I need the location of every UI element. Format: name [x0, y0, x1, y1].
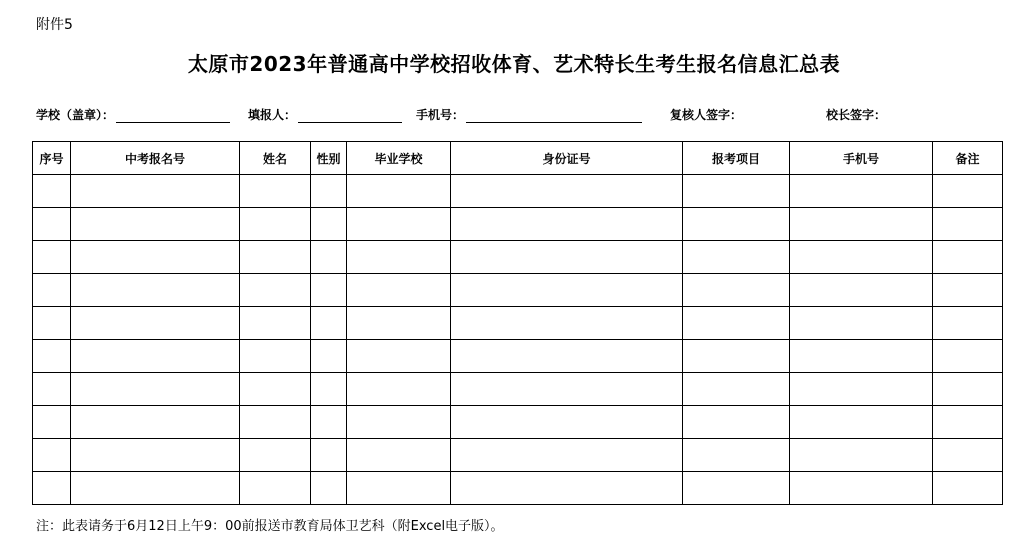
table-cell[interactable]: [311, 406, 347, 439]
table-cell[interactable]: [311, 208, 347, 241]
table-cell[interactable]: [683, 472, 790, 505]
header-applied-program: 报考项目: [683, 142, 790, 175]
table-row: [33, 241, 1003, 274]
table-cell[interactable]: [33, 208, 71, 241]
table-cell[interactable]: [790, 340, 933, 373]
table-row: [33, 307, 1003, 340]
table-cell[interactable]: [790, 406, 933, 439]
table-cell[interactable]: [451, 472, 683, 505]
table-cell[interactable]: [347, 439, 451, 472]
table-cell[interactable]: [33, 274, 71, 307]
form-meta-row: [36, 106, 1006, 126]
table-cell[interactable]: [311, 274, 347, 307]
table-cell[interactable]: [683, 175, 790, 208]
table-cell[interactable]: [311, 175, 347, 208]
page-title: 太原市2023年普通高中学校招收体育、艺术特长生考生报名信息汇总表: [187, 52, 841, 76]
table-cell[interactable]: [933, 373, 1003, 406]
table-cell[interactable]: [683, 340, 790, 373]
table-cell[interactable]: [790, 274, 933, 307]
table-cell[interactable]: [933, 340, 1003, 373]
header-name: 姓名: [240, 142, 311, 175]
table-cell[interactable]: [347, 340, 451, 373]
table-cell[interactable]: [683, 274, 790, 307]
table-cell[interactable]: [240, 274, 311, 307]
table-cell[interactable]: [790, 307, 933, 340]
table-cell[interactable]: [451, 373, 683, 406]
table-cell[interactable]: [347, 241, 451, 274]
table-cell[interactable]: [71, 406, 240, 439]
footnote: 注：此表请务于6月12日上午9：00前报送市教育局体卫艺科（附Excel电子版）。: [36, 519, 504, 534]
table-cell[interactable]: [347, 472, 451, 505]
table-cell[interactable]: [933, 208, 1003, 241]
table-cell[interactable]: [71, 340, 240, 373]
table-row: [33, 175, 1003, 208]
table-row: [33, 340, 1003, 373]
reviewer-signature-field: [670, 106, 742, 123]
table-cell[interactable]: [71, 175, 240, 208]
table-cell[interactable]: [683, 307, 790, 340]
table-cell[interactable]: [240, 175, 311, 208]
table-row: [33, 274, 1003, 307]
table-cell[interactable]: [33, 340, 71, 373]
table-cell[interactable]: [451, 406, 683, 439]
table-cell[interactable]: [71, 241, 240, 274]
header-id-number: 身份证号: [451, 142, 683, 175]
table-cell[interactable]: [311, 307, 347, 340]
principal-signature-field: [826, 106, 886, 123]
table-cell[interactable]: [311, 373, 347, 406]
table-cell[interactable]: [33, 472, 71, 505]
header-index: 序号: [33, 142, 71, 175]
principal-signature-label: 校长签字：: [826, 108, 887, 122]
phone-label: 手机号：: [416, 108, 465, 122]
table-cell[interactable]: [240, 340, 311, 373]
table-cell[interactable]: [933, 406, 1003, 439]
table-cell[interactable]: [33, 241, 71, 274]
table-cell[interactable]: [71, 307, 240, 340]
header-remarks: 备注: [933, 142, 1003, 175]
table-cell[interactable]: [451, 274, 683, 307]
table-cell[interactable]: [933, 307, 1003, 340]
table-cell[interactable]: [240, 406, 311, 439]
table-cell[interactable]: [240, 472, 311, 505]
table-cell[interactable]: [311, 340, 347, 373]
table-cell[interactable]: [311, 439, 347, 472]
table-cell[interactable]: [790, 175, 933, 208]
table-cell[interactable]: [33, 175, 71, 208]
table-cell[interactable]: [33, 406, 71, 439]
table-row: [33, 439, 1003, 472]
table-cell[interactable]: [451, 340, 683, 373]
table-cell[interactable]: [451, 175, 683, 208]
filler-field: [248, 106, 402, 123]
table-cell[interactable]: [683, 439, 790, 472]
table-cell[interactable]: [311, 241, 347, 274]
phone-blank[interactable]: [466, 108, 642, 123]
table-cell[interactable]: [240, 241, 311, 274]
school-stamp-field: [36, 106, 230, 123]
table-cell[interactable]: [790, 472, 933, 505]
table-cell[interactable]: [71, 439, 240, 472]
table-cell[interactable]: [683, 406, 790, 439]
header-exam-registration-no: 中考报名号: [71, 142, 240, 175]
table-header-row: [33, 142, 1003, 175]
table-cell[interactable]: [683, 373, 790, 406]
table-cell[interactable]: [347, 373, 451, 406]
phone-field: [416, 106, 642, 123]
table-cell[interactable]: [790, 241, 933, 274]
table-row: [33, 472, 1003, 505]
table-cell[interactable]: [71, 373, 240, 406]
header-graduating-school: 毕业学校: [347, 142, 451, 175]
registration-table: [32, 141, 1003, 505]
table-cell[interactable]: [33, 373, 71, 406]
table-cell[interactable]: [683, 241, 790, 274]
table-cell[interactable]: [790, 208, 933, 241]
table-row: [33, 406, 1003, 439]
table-cell[interactable]: [71, 208, 240, 241]
table-cell[interactable]: [790, 439, 933, 472]
filler-blank[interactable]: [298, 108, 402, 123]
table-cell[interactable]: [790, 373, 933, 406]
table-cell[interactable]: [347, 274, 451, 307]
table-cell[interactable]: [33, 439, 71, 472]
table-cell[interactable]: [240, 208, 311, 241]
filler-label: 填报人：: [248, 108, 297, 122]
table-cell[interactable]: [71, 472, 240, 505]
school-stamp-blank[interactable]: [116, 108, 230, 123]
table-cell[interactable]: [933, 241, 1003, 274]
school-stamp-label: 学校（盖章）：: [36, 108, 115, 122]
table-cell[interactable]: [347, 175, 451, 208]
table-cell[interactable]: [311, 472, 347, 505]
table-row: [33, 373, 1003, 406]
table-cell[interactable]: [240, 373, 311, 406]
table-cell[interactable]: [451, 439, 683, 472]
table-cell[interactable]: [451, 307, 683, 340]
attachment-label: 附件5: [36, 17, 73, 33]
table-cell[interactable]: [347, 208, 451, 241]
reviewer-signature-label: 复核人签字：: [670, 108, 743, 122]
table-cell[interactable]: [933, 274, 1003, 307]
table-cell[interactable]: [451, 241, 683, 274]
table-cell[interactable]: [71, 274, 240, 307]
table-row: [33, 208, 1003, 241]
header-phone: 手机号: [790, 142, 933, 175]
table-cell[interactable]: [240, 439, 311, 472]
table-cell[interactable]: [240, 307, 311, 340]
table-cell[interactable]: [683, 208, 790, 241]
table-cell[interactable]: [347, 307, 451, 340]
table-cell[interactable]: [33, 307, 71, 340]
table-cell[interactable]: [451, 208, 683, 241]
table-cell[interactable]: [933, 439, 1003, 472]
table-cell[interactable]: [933, 472, 1003, 505]
header-gender: 性别: [311, 142, 347, 175]
table-cell[interactable]: [933, 175, 1003, 208]
table-cell[interactable]: [347, 406, 451, 439]
